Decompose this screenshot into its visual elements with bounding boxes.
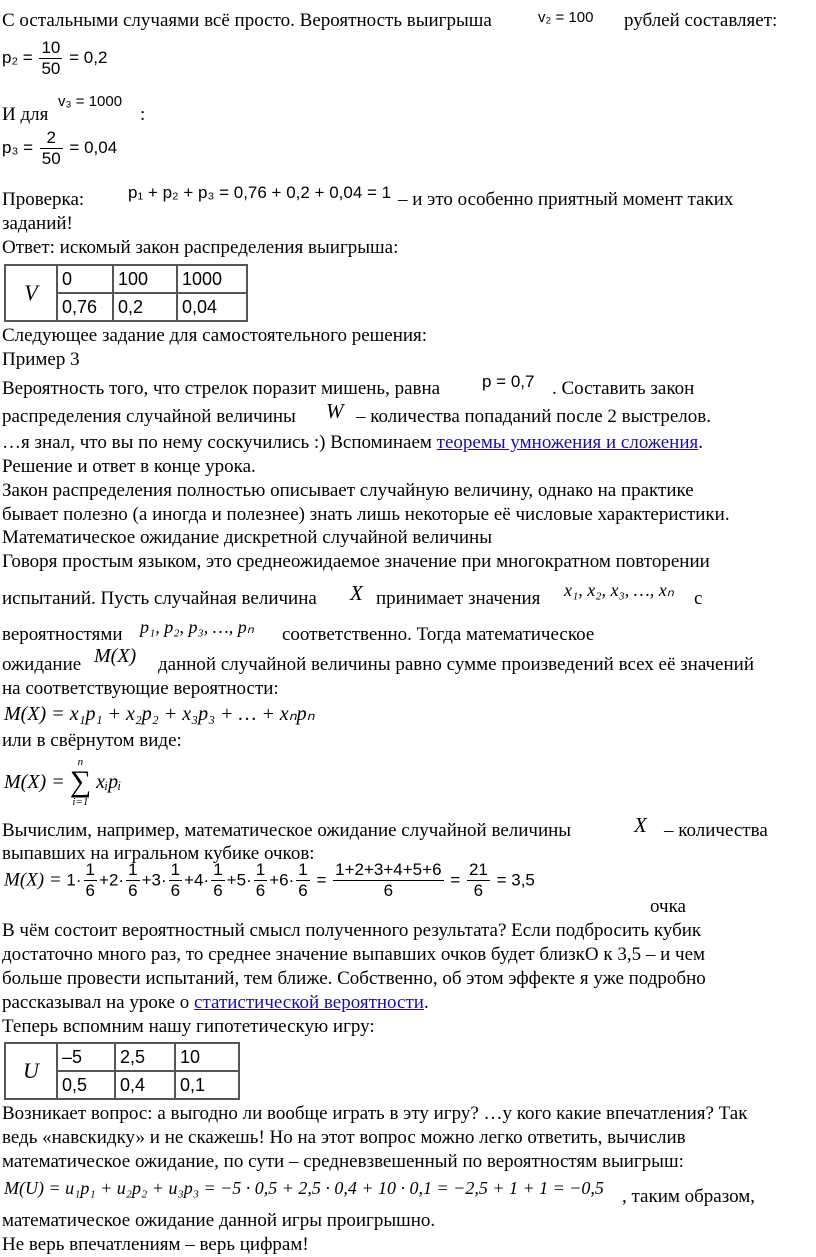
table-cell: 0,5 — [57, 1071, 115, 1099]
paragraph-line: ведь «навскидку» и не скажешь! Но на этот вопрос можно легко ответить, вычислив — [2, 1127, 686, 1148]
fraction: $\frac{1}{6}$ — [298, 860, 308, 900]
paragraph-line: Вероятность того, что стрелок поразит мишень, равна — [2, 378, 441, 399]
numerator: 2 — [40, 128, 63, 149]
sigma-body: xᵢpᵢ — [96, 771, 122, 793]
paragraph-line: выпавших на игральном кубике очков: — [2, 843, 315, 864]
paragraph-line: И для — [2, 104, 49, 125]
distribution-table-u — [4, 1042, 240, 1100]
paragraph-line: Следующее задание для самостоятельного решения: — [2, 325, 428, 346]
paragraph-line: . Составить закон — [552, 378, 695, 399]
formula-lhs: M(X) = — [4, 869, 62, 891]
denominator: 6 — [383, 881, 394, 900]
paragraph-line: Вычислим, например, математическое ожидание случайной величины — [2, 820, 572, 841]
formula-p2 — [2, 38, 107, 79]
paragraph-line: испытаний. Пусть случайная величина — [2, 588, 317, 609]
text: …я знал, что вы по нему соскучились :) Вспоминаем — [2, 432, 432, 453]
link-statistical-probability[interactable]: статистической вероятности — [194, 992, 424, 1013]
paragraph-line: математическое ожидание данной игры проигрышно. — [2, 1210, 436, 1231]
formula-mu: M(U) = u₁p₁ + u₂p₂ + u₃p₃ = −5 · 0,5 + 2,5 · 0,4 + 10 · 0,1 = −2,5 + 1 + 1 = −0,5 — [4, 1178, 604, 1198]
unit-label: очка — [650, 896, 686, 917]
paragraph-line: данной случайной величины равно сумме произведений всех её значений — [158, 654, 754, 675]
paragraph-line: В чём состоит вероятностный смысл полученного результата? Если подбросить кубик — [2, 920, 702, 941]
sigma-icon: ∑ — [69, 765, 92, 798]
dice-term: 1· $\frac{1}{6}$ + — [66, 860, 109, 900]
paragraph-line: заданий! — [2, 213, 73, 234]
formula-dice: M(X) = 1· $\frac{1}{6}$ +2· $\frac{1}{6}$ +3· $\frac{1}{6}$ +4· $\frac{1}{6}$ +5· $\frac{1}{6}$ +6· $\frac{1}{6}$ = $\frac{1+2+3+4+5+6}{6}$ = $\frac{21}{6}$ = 3,5 — [4, 860, 535, 900]
paragraph-line: распределения случайной величины — [2, 406, 296, 427]
table-label: U — [5, 1043, 57, 1099]
paragraph-line: Теперь вспомним нашу гипотетическую игру: — [2, 1016, 375, 1037]
link-theorems[interactable]: теоремы умножения и сложения — [436, 432, 699, 453]
term-coefficient: 1 — [66, 870, 76, 890]
formula-v3: v₃ = 1000 — [58, 93, 123, 110]
numerator: 1+2+3+4+5+6 — [335, 860, 442, 879]
paragraph-line: Проверка: — [2, 189, 85, 210]
formula-v2: v₂ = 100 — [538, 9, 594, 26]
table-cell: –5 — [57, 1043, 115, 1071]
formula-lhs: M(X) = — [4, 771, 65, 793]
paragraph-line: – количества — [664, 820, 768, 841]
paragraph-line: на соответствующие вероятности: — [2, 678, 279, 699]
paragraph-line — [2, 992, 429, 1014]
paragraph-line: Ответ: искомый закон распределения выигрыша: — [2, 237, 399, 258]
paragraph-line: ожидание — [2, 654, 82, 675]
fraction: $\frac{1}{6}$ — [255, 860, 266, 900]
formula-ps: p₁, p₂, p₃, …, pₙ — [140, 617, 254, 637]
fraction — [467, 860, 490, 901]
paragraph-line: : — [140, 104, 146, 125]
fraction — [40, 128, 63, 169]
dice-term: 4· $\frac{1}{6}$ + — [194, 860, 237, 900]
paragraph-line: Возникает вопрос: а выгодно ли вообще играть в эту игру? …у кого какие впечатления? Так — [2, 1103, 748, 1124]
table-cell: 1000 — [177, 265, 247, 293]
paragraph-line: соответственно. Тогда математическое — [282, 624, 595, 645]
table-cell: 0,04 — [177, 293, 247, 321]
sigma-block — [70, 756, 91, 808]
paragraph-line: с — [694, 588, 703, 609]
denominator: 50 — [41, 59, 61, 78]
formula-lhs: p₃ = — [2, 137, 34, 157]
formula-sum — [4, 756, 121, 808]
formula-result: = 3,5 — [496, 870, 535, 890]
denominator: 6 — [473, 881, 484, 900]
sigma-top: n — [77, 756, 84, 768]
formula-lhs: p₂ = — [2, 47, 33, 67]
paragraph-line: достаточно много раз, то среднее значение выпавших очков будет близкО к 3,5 – и чем — [2, 944, 706, 965]
table-cell: 2,5 — [115, 1043, 175, 1071]
fraction: $\frac{1}{6}$ — [170, 860, 181, 900]
paragraph-line: С остальными случаями всё просто. Вероятность выигрыша — [2, 10, 492, 31]
dice-term: 2· $\frac{1}{6}$ + — [108, 860, 152, 900]
formula-xs: x₁, x₂, x₃, …, xₙ — [564, 580, 674, 600]
dice-term: 5· $\frac{1}{6}$ + — [236, 860, 280, 900]
paragraph-line: Решение и ответ в конце урока. — [2, 456, 256, 477]
formula-rhs: = 0,2 — [69, 47, 108, 67]
paragraph-line: Не верь впечатлениям – верь цифрам! — [2, 1234, 309, 1255]
fraction: $\frac{1}{6}$ — [213, 860, 223, 900]
paragraph-line — [2, 432, 703, 454]
fraction — [39, 38, 62, 79]
fraction — [333, 860, 443, 901]
term-coefficient: 4 — [194, 870, 204, 890]
paragraph-line: принимает значения — [376, 588, 541, 609]
paragraph-line: бывает полезно (а иногда и полезнее) знать лишь некоторые её числовые характеристики. — [2, 504, 730, 525]
table-label: V — [5, 265, 57, 321]
table-cell: 0,2 — [113, 293, 177, 321]
section-heading: Математическое ожидание дискретной случайной величины — [2, 527, 492, 548]
paragraph-line: вероятностями — [2, 624, 123, 645]
table-cell: 0,1 — [175, 1071, 239, 1099]
text: рассказывал на уроке о — [2, 992, 190, 1013]
numerator: 10 — [41, 38, 61, 57]
example-heading: Пример 3 — [2, 349, 80, 370]
fraction: $\frac{1}{6}$ — [85, 860, 96, 900]
term-coefficient: 6 — [279, 870, 289, 890]
term-coefficient: 5 — [236, 870, 247, 890]
table-cell: 0,4 — [115, 1071, 175, 1099]
variable-x: X — [634, 813, 647, 837]
paragraph-line: – и это особенно приятный момент таких — [398, 189, 734, 210]
numerator: 21 — [468, 860, 488, 879]
term-coefficient: 2 — [108, 870, 119, 890]
formula-mx: M(X) — [94, 645, 137, 667]
table-cell: 10 — [175, 1043, 239, 1071]
paragraph-line: математическое ожидание, по сути – средневзвешенный по вероятностям выигрыш: — [2, 1151, 684, 1172]
paragraph-line: или в свёрнутом виде: — [2, 730, 182, 751]
dice-term: 3· $\frac{1}{6}$ + — [151, 860, 195, 900]
formula-check: p₁ + p₂ + p₃ = 0,76 + 0,2 + 0,04 = 1 — [128, 183, 392, 202]
formula-mx-full: M(X) = x₁p₁ + x₂p₂ + x₃p₃ + … + xₙpₙ — [4, 703, 315, 725]
dice-term: 6· $\frac{1}{6}$ — [279, 860, 308, 900]
sigma-bottom: i=1 — [72, 796, 89, 808]
fraction: $\frac{1}{6}$ — [128, 860, 138, 900]
formula-p3 — [2, 128, 117, 169]
paragraph-line: больше провести испытаний, тем ближе. Собственно, об этом эффекте я уже подробно — [2, 968, 706, 989]
variable-w: W — [326, 399, 344, 423]
paragraph-line: – количества попаданий после 2 выстрелов. — [356, 406, 711, 427]
table-cell: 0,76 — [57, 293, 113, 321]
text: . — [423, 992, 429, 1013]
term-coefficient: 3 — [151, 870, 161, 890]
table-cell: 100 — [113, 265, 177, 293]
table-cell: 0 — [57, 265, 113, 293]
paragraph-line: Закон распределения полностью описывает случайную величину, однако на практике — [2, 480, 694, 501]
paragraph-line: , таким образом, — [622, 1186, 756, 1207]
paragraph-line: рублей составляет: — [624, 10, 778, 31]
variable-x: X — [350, 581, 363, 605]
distribution-table-v — [4, 264, 248, 322]
formula-p: p = 0,7 — [482, 372, 535, 391]
formula-rhs: = 0,04 — [69, 137, 118, 157]
denominator: 50 — [41, 149, 61, 168]
paragraph-line: Говоря простым языком, это среднеожидаемое значение при многократном повторении — [2, 551, 710, 572]
text: . — [698, 432, 703, 453]
